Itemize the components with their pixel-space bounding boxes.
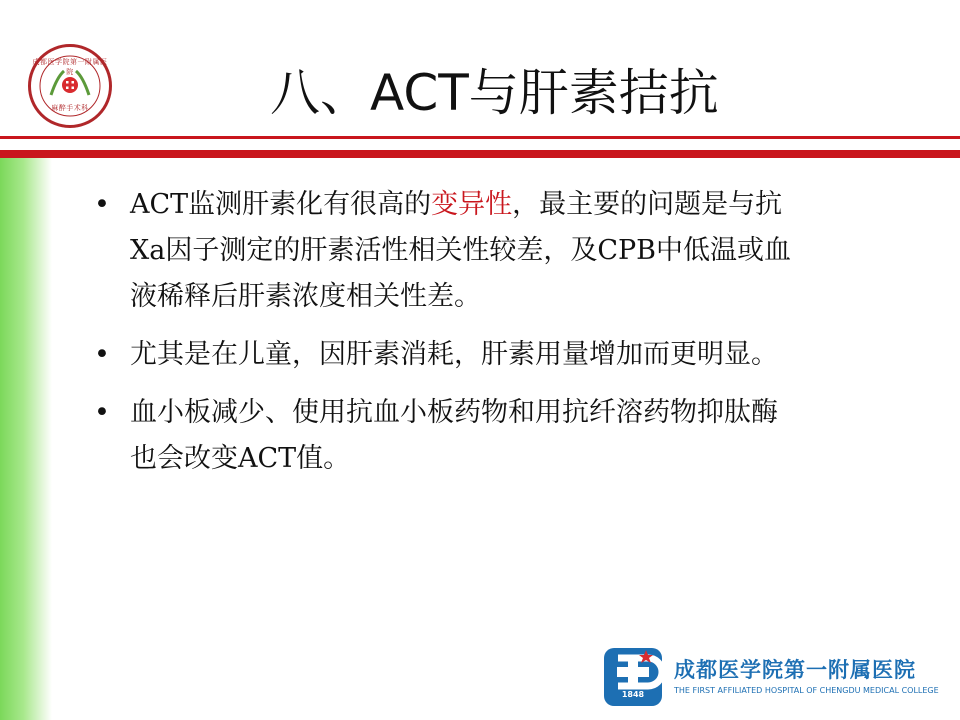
seal-bottom-text: 麻醉手术科 <box>51 104 89 112</box>
bullet-dot: • <box>94 189 110 220</box>
hospital-logo <box>600 644 940 710</box>
bullet-dot: • <box>94 397 110 428</box>
highlight-text: 变异性 <box>431 189 513 220</box>
bullet-line: 尤其是在儿童，因肝素消耗，肝素用量增加而更明显。 <box>130 339 778 370</box>
hospital-english-name: THE FIRST AFFILIATED HOSPITAL OF CHENGDU MEDICAL COLLEGE <box>674 686 939 695</box>
bullet-dot: • <box>94 339 110 370</box>
bullet-line: 液稀释后肝素浓度相关性差。 <box>130 281 481 312</box>
seal-top-text: 成都医学院第一附属医院 <box>32 58 108 76</box>
bullet-item <box>86 332 906 378</box>
bullet-line: Xa因子测定的肝素活性相关性较差，及CPB中低温或血 <box>130 235 791 266</box>
hospital-cross-logo-icon <box>600 644 666 710</box>
left-green-strip <box>0 158 52 720</box>
hospital-founding-year: 1848 <box>621 690 645 699</box>
bullet-item <box>86 390 906 482</box>
bullet-line: 也会改变ACT值。 <box>130 443 351 474</box>
header-rule-thick <box>0 150 960 158</box>
bullet-line: ACT监测肝素化有很高的变异性，最主要的问题是与抗 <box>130 189 783 220</box>
hospital-name: 成都医学院第一附属医院 <box>674 658 916 682</box>
hospital-seal-logo <box>28 44 112 128</box>
bullet-item <box>86 182 906 320</box>
bullet-list <box>86 182 906 494</box>
header-rule-thin <box>0 136 960 139</box>
bullet-line: 血小板减少、使用抗血小板药物和用抗纤溶药物抑肽酶 <box>130 397 778 428</box>
slide-title: 八、ACT与肝素拮抗 <box>270 64 719 122</box>
